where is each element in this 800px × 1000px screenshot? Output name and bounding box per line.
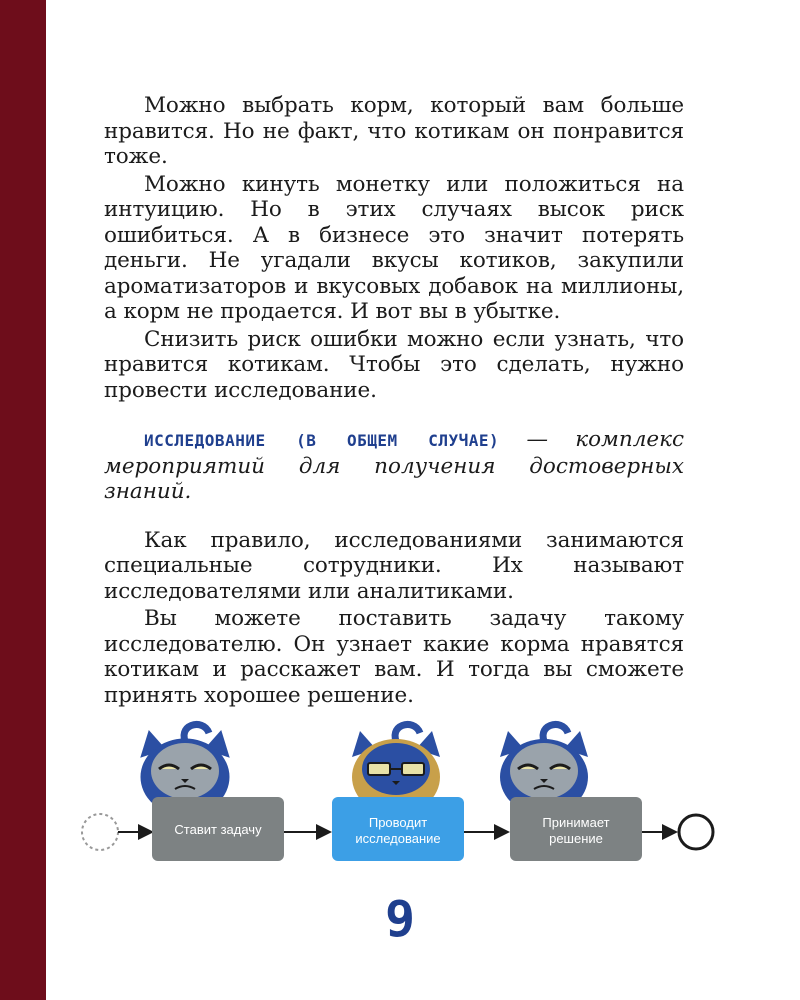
step-label: Принимает [542,815,610,830]
paragraph: Снизить риск ошибки можно если узнать, что нравится котикам. Чтобы это сделать, нужно провести исследование. [104,326,684,403]
definition-term: ИССЛЕДОВАНИЕ (В ОБЩЕМ СЛУЧАЕ) [144,431,500,450]
paragraph: Вы можете поставить задачу такому исследователю. Он узнает какие корма нравятся котикам и расскажет вам. И тогда вы сможете принять хорошее решение. [104,606,684,708]
step-label: исследование [355,831,441,846]
step-label: Проводит [368,815,428,830]
definition [104,427,684,505]
page-text [104,93,684,708]
paragraph: Можно кинуть монетку или положиться на интуицию. Но в этих случаях высок риск ошибиться. А в бизнесе это значит потерять деньги. Не угадали вкусы котиков, закупили ароматизаторов и вкусовых добавок на миллионы, а корм не продается. И вот вы в убытке. [104,171,684,324]
end-event [679,815,713,849]
book-spine [0,0,46,1000]
paragraph: Как правило, исследованиями занимаются специальные сотрудники. Их называют исследователями или аналитиками. [104,527,684,604]
page-number: 9 [384,890,416,948]
step-label: решение [549,831,603,846]
definition-text: — комплекс мероприятий для получения достоверных знаний. [104,427,684,504]
process-diagram [70,705,730,875]
step-label: Ставит задачу [174,822,262,837]
paragraph: Можно выбрать корм, который вам больше нравится. Но не факт, что котикам он понравится тоже. [104,93,684,169]
start-event [82,814,118,850]
